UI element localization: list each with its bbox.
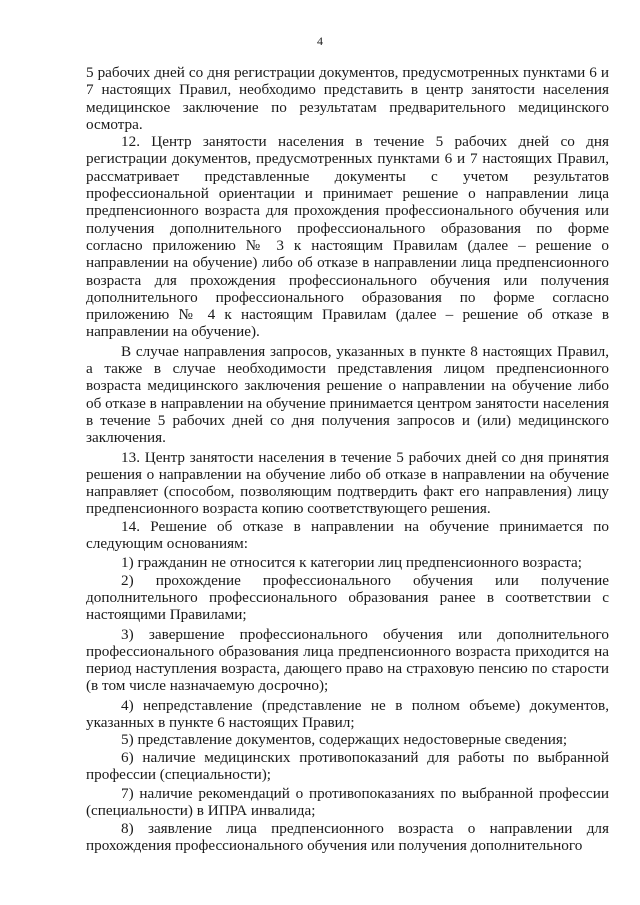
paragraph-item-13: 13. Центр занятости населения в течение 5 рабочих дней со дня принятия решения о направлении на обучение либо об отказе в направлении на обучение направляет (способом, позволяющим подтвердить факт его направления) лицу предпенсионного возраста копию соответствующего решения. (86, 448, 609, 518)
list-item-4: 4) непредставление (представление не в полном объеме) документов, указанных в пункте 6 настоящих Правил; (86, 696, 609, 731)
paragraph-item-12: 12. Центр занятости населения в течение 5 рабочих дней со дня регистрации документов, предусмотренных пунктами 6 и 7 настоящих Правил, рассматривает представленные документы с учетом результатов профессиональной ориентации и принимает решение о направлении лица предпенсионного возраста для прохождения профессионального обучения или получения дополнительного профессионального образования по форме согласно приложению № 3 к настоящим Правилам (далее – решение о направлении на обучение) либо об отказе в направлении лица предпенсионного возраста для прохождения профессионального обучения или получения дополнительного профессионального образования по форме согласно приложению № 4 к настоящим Правилам (далее – решение об отказе в направлении на обучение). (86, 133, 609, 341)
document-body (86, 64, 609, 854)
list-item-6: 6) наличие медицинских противопоказаний для работы по выбранной профессии (специальности); (86, 748, 609, 783)
list-item-2: 2) прохождение профессионального обучения или получение дополнительного профессионального образования ранее в соответствии с настоящими Правилами; (86, 571, 609, 624)
list-item-8: 8) заявление лица предпенсионного возраста о направлении для прохождения профессионального обучения или получения дополнительного (86, 819, 609, 855)
list-item-7: 7) наличие рекомендаций о противопоказаниях по выбранной профессии (специальности) в ИПРА инвалида; (86, 785, 609, 820)
paragraph-continuation: 5 рабочих дней со дня регистрации документов, предусмотренных пунктами 6 и 7 настоящих Правил, необходимо представить в центр занятости населения медицинское заключение по результатам предварительного медицинского осмотра. (86, 64, 609, 133)
paragraph-item-14: 14. Решение об отказе в направлении на обучение принимается по следующим основаниям: (86, 517, 609, 553)
paragraph-requests: В случае направления запросов, указанных в пункте 8 настоящих Правил, а также в случае необходимости представления лицом предпенсионного возраста медицинского заключения решение о направлении на обучение либо об отказе в направлении на обучение принимается центром занятости населения в течение 5 рабочих дней со дня получения запросов и (или) медицинского заключения. (86, 342, 609, 447)
page-number: 4 (317, 34, 323, 48)
list-item-3: 3) завершение профессионального обучения или дополнительного профессионального образования лица предпенсионного возраста приходится на период наступления возраста, дающего право на страховую пенсию по старости (в том числе назначаемую досрочно); (86, 625, 609, 695)
list-item-1: 1) гражданин не относится к категории лиц предпенсионного возраста; (121, 554, 582, 572)
list-item-5: 5) представление документов, содержащих недостоверные сведения; (121, 731, 568, 749)
